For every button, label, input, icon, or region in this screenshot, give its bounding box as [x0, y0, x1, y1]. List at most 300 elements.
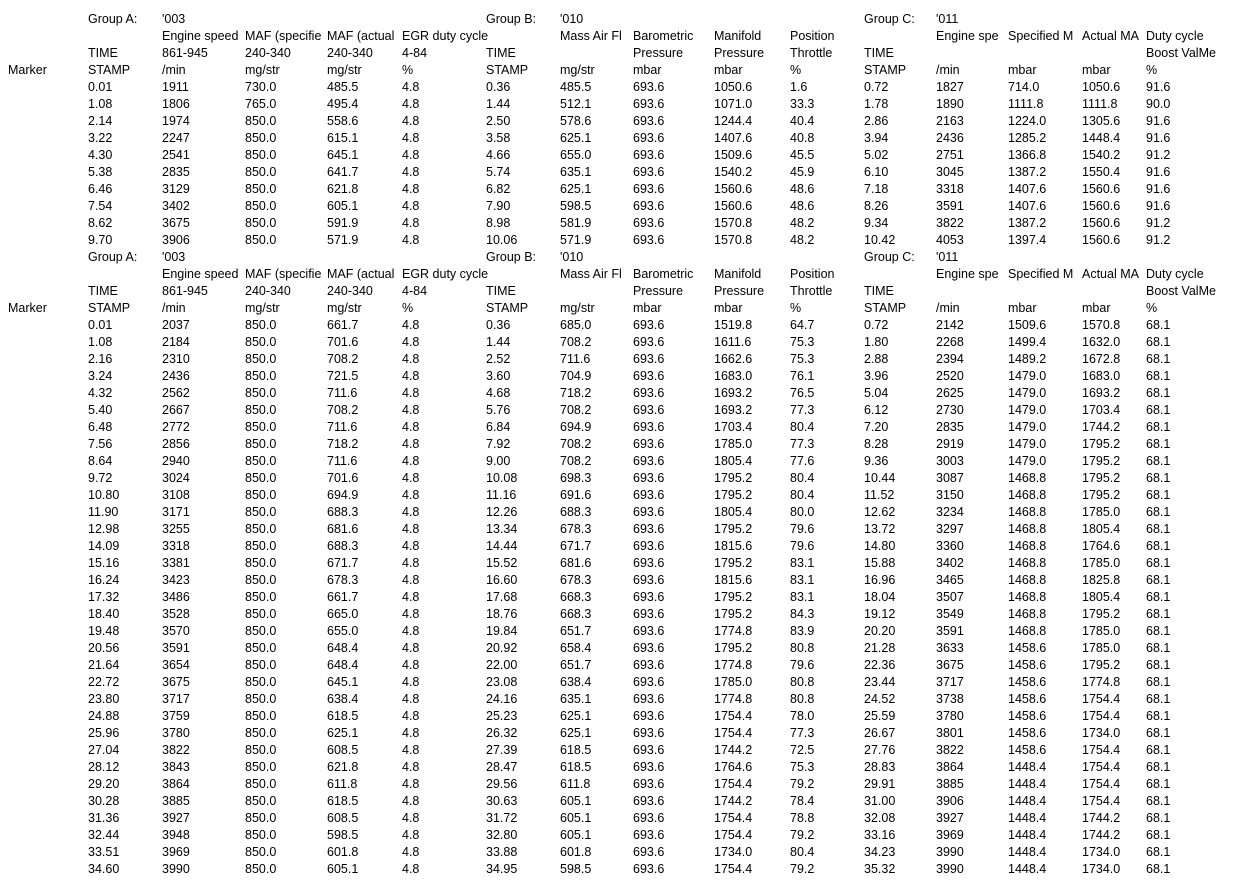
cell[interactable]: 598.5: [560, 862, 592, 876]
cell[interactable]: 693.6: [633, 131, 665, 145]
cell[interactable]: 714.0: [1008, 80, 1040, 94]
cell[interactable]: TIME: [864, 46, 894, 60]
cell[interactable]: 3.94: [864, 131, 889, 145]
cell[interactable]: 671.7: [560, 539, 592, 553]
cell[interactable]: 4.8: [402, 352, 420, 366]
cell[interactable]: %: [1146, 63, 1158, 77]
cell[interactable]: 1744.2: [1082, 811, 1121, 825]
cell[interactable]: 3969: [936, 828, 964, 842]
cell[interactable]: 1734.0: [1082, 862, 1121, 876]
cell[interactable]: 19.84: [486, 624, 518, 638]
cell[interactable]: 83.9: [790, 624, 815, 638]
cell[interactable]: 32.80: [486, 828, 518, 842]
cell[interactable]: 3927: [936, 811, 964, 825]
cell[interactable]: 708.2: [560, 454, 592, 468]
cell[interactable]: 1570.8: [714, 216, 753, 230]
cell[interactable]: 68.1: [1146, 369, 1171, 383]
cell[interactable]: 850.0: [245, 777, 277, 791]
cell[interactable]: 721.5: [327, 369, 359, 383]
cell[interactable]: 708.2: [560, 403, 592, 417]
cell[interactable]: 77.3: [790, 403, 815, 417]
cell[interactable]: 3549: [936, 607, 964, 621]
cell[interactable]: 850.0: [245, 658, 277, 672]
cell[interactable]: 1754.4: [714, 828, 753, 842]
cell[interactable]: 7.56: [88, 437, 113, 451]
cell[interactable]: 1448.4: [1008, 862, 1047, 876]
cell[interactable]: 1795.2: [714, 607, 753, 621]
cell[interactable]: 693.6: [633, 658, 665, 672]
cell[interactable]: 693.6: [633, 607, 665, 621]
cell[interactable]: 708.2: [327, 352, 359, 366]
cell[interactable]: 2541: [162, 148, 190, 162]
cell[interactable]: 1693.2: [714, 386, 753, 400]
cell[interactable]: Specified M: [1008, 267, 1074, 281]
cell[interactable]: 578.6: [560, 114, 592, 128]
cell[interactable]: 1468.8: [1008, 471, 1047, 485]
cell[interactable]: 693.6: [633, 777, 665, 791]
cell[interactable]: 1560.6: [714, 182, 753, 196]
cell[interactable]: 605.1: [327, 199, 359, 213]
cell[interactable]: 693.6: [633, 539, 665, 553]
cell[interactable]: MAF (actual: [327, 267, 395, 281]
cell[interactable]: 1448.4: [1008, 845, 1047, 859]
cell[interactable]: 4.8: [402, 845, 420, 859]
cell[interactable]: 3675: [936, 658, 964, 672]
cell[interactable]: Group C:: [864, 12, 915, 26]
cell[interactable]: 4.8: [402, 709, 420, 723]
cell[interactable]: 1387.2: [1008, 165, 1047, 179]
cell[interactable]: 651.7: [560, 624, 592, 638]
cell[interactable]: 693.6: [633, 692, 665, 706]
cell[interactable]: 1754.4: [714, 777, 753, 791]
cell[interactable]: 1795.2: [714, 522, 753, 536]
cell[interactable]: 91.6: [1146, 165, 1171, 179]
cell[interactable]: 45.5: [790, 148, 815, 162]
cell[interactable]: 655.0: [560, 148, 592, 162]
cell[interactable]: 3591: [162, 641, 190, 655]
cell[interactable]: 1468.8: [1008, 488, 1047, 502]
cell[interactable]: 1734.0: [1082, 845, 1121, 859]
cell[interactable]: 64.7: [790, 318, 815, 332]
cell[interactable]: %: [1146, 301, 1158, 315]
cell[interactable]: 68.1: [1146, 692, 1171, 706]
cell[interactable]: 1479.0: [1008, 420, 1047, 434]
cell[interactable]: 1071.0: [714, 97, 753, 111]
cell[interactable]: 10.44: [864, 471, 896, 485]
cell[interactable]: 1.44: [486, 97, 511, 111]
cell[interactable]: 1448.4: [1008, 811, 1047, 825]
cell[interactable]: 512.1: [560, 97, 592, 111]
cell[interactable]: 14.09: [88, 539, 120, 553]
cell[interactable]: 30.28: [88, 794, 120, 808]
cell[interactable]: 3780: [162, 726, 190, 740]
cell[interactable]: 26.67: [864, 726, 896, 740]
cell[interactable]: 16.60: [486, 573, 518, 587]
cell[interactable]: 2.14: [88, 114, 113, 128]
cell[interactable]: 1.08: [88, 335, 113, 349]
cell[interactable]: 694.9: [560, 420, 592, 434]
cell[interactable]: 1774.8: [714, 692, 753, 706]
cell[interactable]: 850.0: [245, 131, 277, 145]
cell[interactable]: Group A:: [88, 12, 138, 26]
cell[interactable]: 693.6: [633, 641, 665, 655]
cell[interactable]: 598.5: [327, 828, 359, 842]
cell[interactable]: %: [402, 301, 414, 315]
cell[interactable]: 1570.8: [714, 233, 753, 247]
cell[interactable]: 711.6: [327, 386, 358, 400]
cell[interactable]: 2037: [162, 318, 190, 332]
cell[interactable]: 31.72: [486, 811, 518, 825]
cell[interactable]: 850.0: [245, 216, 277, 230]
cell[interactable]: 3780: [936, 709, 964, 723]
cell[interactable]: 571.9: [560, 233, 592, 247]
cell[interactable]: 3885: [162, 794, 190, 808]
cell[interactable]: 1744.2: [1082, 828, 1121, 842]
cell[interactable]: 850.0: [245, 386, 277, 400]
cell[interactable]: 91.6: [1146, 114, 1171, 128]
cell[interactable]: 0.36: [486, 318, 511, 332]
cell[interactable]: 1.6: [790, 80, 808, 94]
cell[interactable]: 18.40: [88, 607, 120, 621]
cell[interactable]: 3297: [936, 522, 964, 536]
cell[interactable]: 1785.0: [1082, 556, 1121, 570]
cell[interactable]: 1795.2: [1082, 607, 1121, 621]
cell[interactable]: 1570.8: [1082, 318, 1121, 332]
cell[interactable]: 1806: [162, 97, 190, 111]
cell[interactable]: 711.6: [327, 420, 358, 434]
cell[interactable]: 2163: [936, 114, 964, 128]
cell[interactable]: 861-945: [162, 284, 208, 298]
cell[interactable]: 4.8: [402, 624, 420, 638]
cell[interactable]: 485.5: [560, 80, 592, 94]
cell[interactable]: Group A:: [88, 250, 138, 264]
cell[interactable]: 68.1: [1146, 675, 1171, 689]
cell[interactable]: 693.6: [633, 165, 665, 179]
cell[interactable]: 1683.0: [1082, 369, 1121, 383]
cell[interactable]: 1407.6: [1008, 182, 1047, 196]
cell[interactable]: 693.6: [633, 573, 665, 587]
cell[interactable]: 2.52: [486, 352, 511, 366]
cell[interactable]: 5.02: [864, 148, 889, 162]
cell[interactable]: 850.0: [245, 675, 277, 689]
cell[interactable]: 1468.8: [1008, 556, 1047, 570]
cell[interactable]: 5.04: [864, 386, 889, 400]
cell[interactable]: 78.4: [790, 794, 815, 808]
cell[interactable]: 9.00: [486, 454, 511, 468]
cell[interactable]: Boost ValMe: [1146, 284, 1216, 298]
cell[interactable]: TIME: [486, 284, 516, 298]
cell[interactable]: 68.1: [1146, 403, 1171, 417]
cell[interactable]: 25.59: [864, 709, 896, 723]
cell[interactable]: 7.18: [864, 182, 889, 196]
cell[interactable]: 1805.4: [714, 454, 753, 468]
cell[interactable]: 6.12: [864, 403, 889, 417]
cell[interactable]: 4.32: [88, 386, 113, 400]
cell[interactable]: 1.78: [864, 97, 889, 111]
cell[interactable]: 4.8: [402, 233, 420, 247]
cell[interactable]: 7.54: [88, 199, 113, 213]
cell[interactable]: 0.72: [864, 80, 889, 94]
cell[interactable]: 1795.2: [714, 556, 753, 570]
cell[interactable]: 3108: [162, 488, 190, 502]
cell[interactable]: 3864: [936, 760, 964, 774]
cell[interactable]: 27.04: [88, 743, 120, 757]
cell[interactable]: 3.58: [486, 131, 511, 145]
cell[interactable]: /min: [936, 301, 960, 315]
cell[interactable]: 1785.0: [714, 675, 753, 689]
cell[interactable]: '011: [936, 250, 959, 264]
cell[interactable]: 850.0: [245, 505, 277, 519]
cell[interactable]: 611.8: [560, 777, 591, 791]
cell[interactable]: 3234: [936, 505, 964, 519]
cell[interactable]: 1754.4: [1082, 794, 1121, 808]
cell[interactable]: 691.6: [560, 488, 592, 502]
cell[interactable]: 693.6: [633, 743, 665, 757]
cell[interactable]: STAMP: [88, 63, 131, 77]
cell[interactable]: 2835: [162, 165, 190, 179]
cell[interactable]: 11.52: [864, 488, 895, 502]
cell[interactable]: 28.47: [486, 760, 518, 774]
cell[interactable]: 11.16: [486, 488, 517, 502]
cell[interactable]: 3906: [162, 233, 190, 247]
cell[interactable]: 40.4: [790, 114, 815, 128]
cell[interactable]: 22.72: [88, 675, 120, 689]
cell[interactable]: 68.1: [1146, 760, 1171, 774]
cell[interactable]: 693.6: [633, 726, 665, 740]
cell[interactable]: mbar: [714, 301, 743, 315]
cell[interactable]: /min: [162, 301, 186, 315]
cell[interactable]: 68.1: [1146, 794, 1171, 808]
cell[interactable]: 23.80: [88, 692, 120, 706]
cell[interactable]: 3570: [162, 624, 190, 638]
cell[interactable]: mg/str: [327, 301, 362, 315]
cell[interactable]: 2667: [162, 403, 190, 417]
cell[interactable]: Manifold: [714, 29, 762, 43]
cell[interactable]: 4.8: [402, 607, 420, 621]
cell[interactable]: 1305.6: [1082, 114, 1121, 128]
cell[interactable]: 1468.8: [1008, 607, 1047, 621]
cell[interactable]: 4.30: [88, 148, 113, 162]
cell[interactable]: %: [402, 63, 414, 77]
cell[interactable]: 850.0: [245, 862, 277, 876]
cell[interactable]: 1734.0: [1082, 726, 1121, 740]
cell[interactable]: 625.1: [560, 726, 592, 740]
cell[interactable]: 558.6: [327, 114, 359, 128]
cell[interactable]: 618.5: [327, 794, 359, 808]
cell[interactable]: 91.6: [1146, 80, 1171, 94]
cell[interactable]: 711.6: [560, 352, 591, 366]
cell[interactable]: 625.1: [560, 131, 592, 145]
cell[interactable]: 698.3: [560, 471, 592, 485]
cell[interactable]: 15.16: [88, 556, 120, 570]
cell[interactable]: 2310: [162, 352, 190, 366]
cell[interactable]: 3633: [936, 641, 964, 655]
cell[interactable]: 3990: [162, 862, 190, 876]
cell[interactable]: 10.80: [88, 488, 120, 502]
cell[interactable]: 1244.4: [714, 114, 753, 128]
cell[interactable]: 850.0: [245, 573, 277, 587]
cell[interactable]: 1693.2: [714, 403, 753, 417]
cell[interactable]: 1754.4: [714, 726, 753, 740]
cell[interactable]: 2835: [936, 420, 964, 434]
cell[interactable]: 3969: [162, 845, 190, 859]
cell[interactable]: 9.34: [864, 216, 889, 230]
cell[interactable]: 29.56: [486, 777, 518, 791]
cell[interactable]: 2751: [936, 148, 964, 162]
cell[interactable]: 80.4: [790, 420, 815, 434]
cell[interactable]: 850.0: [245, 471, 277, 485]
cell[interactable]: 1683.0: [714, 369, 753, 383]
cell[interactable]: 5.38: [88, 165, 113, 179]
cell[interactable]: 693.6: [633, 233, 665, 247]
cell[interactable]: 10.06: [486, 233, 518, 247]
cell[interactable]: STAMP: [864, 63, 907, 77]
cell[interactable]: 14.44: [486, 539, 518, 553]
cell[interactable]: 1774.8: [1082, 675, 1121, 689]
cell[interactable]: 850.0: [245, 624, 277, 638]
cell[interactable]: 661.7: [327, 590, 359, 604]
cell[interactable]: 6.48: [88, 420, 113, 434]
cell[interactable]: 91.6: [1146, 199, 1171, 213]
cell[interactable]: 68.1: [1146, 471, 1171, 485]
cell[interactable]: 850.0: [245, 522, 277, 536]
cell[interactable]: 1224.0: [1008, 114, 1047, 128]
cell[interactable]: Throttle: [790, 46, 833, 60]
cell[interactable]: 21.28: [864, 641, 896, 655]
cell[interactable]: mbar: [1008, 301, 1037, 315]
cell[interactable]: 668.3: [560, 607, 592, 621]
cell[interactable]: 1890: [936, 97, 964, 111]
cell[interactable]: 7.20: [864, 420, 889, 434]
cell[interactable]: 693.6: [633, 590, 665, 604]
cell[interactable]: 850.0: [245, 692, 277, 706]
cell[interactable]: 1805.4: [714, 505, 753, 519]
cell[interactable]: 4.8: [402, 675, 420, 689]
cell[interactable]: 1479.0: [1008, 386, 1047, 400]
cell[interactable]: 33.16: [864, 828, 896, 842]
cell[interactable]: 1754.4: [714, 862, 753, 876]
cell[interactable]: 693.6: [633, 845, 665, 859]
cell[interactable]: %: [790, 301, 802, 315]
cell[interactable]: 3486: [162, 590, 190, 604]
cell[interactable]: 850.0: [245, 148, 277, 162]
cell[interactable]: 33.51: [88, 845, 120, 859]
cell[interactable]: 2.16: [88, 352, 113, 366]
cell[interactable]: 2247: [162, 131, 190, 145]
cell[interactable]: 3.60: [486, 369, 511, 383]
cell[interactable]: 14.80: [864, 539, 896, 553]
cell[interactable]: 24.52: [864, 692, 896, 706]
cell[interactable]: 605.1: [327, 862, 359, 876]
cell[interactable]: 1468.8: [1008, 505, 1047, 519]
cell[interactable]: 618.5: [327, 709, 359, 723]
cell[interactable]: 9.72: [88, 471, 113, 485]
cell[interactable]: 1795.2: [1082, 437, 1121, 451]
cell[interactable]: 77.3: [790, 726, 815, 740]
cell[interactable]: Group C:: [864, 250, 915, 264]
cell[interactable]: Mass Air Fl: [560, 29, 622, 43]
cell[interactable]: STAMP: [486, 63, 529, 77]
cell[interactable]: 708.2: [560, 437, 592, 451]
cell[interactable]: 28.12: [88, 760, 120, 774]
cell[interactable]: 16.24: [88, 573, 120, 587]
cell[interactable]: 693.6: [633, 386, 665, 400]
cell[interactable]: 24.16: [486, 692, 518, 706]
cell[interactable]: 8.98: [486, 216, 511, 230]
cell[interactable]: 4053: [936, 233, 964, 247]
cell[interactable]: 1519.8: [714, 318, 753, 332]
cell[interactable]: 850.0: [245, 726, 277, 740]
cell[interactable]: 1754.4: [714, 811, 753, 825]
cell[interactable]: 35.32: [864, 862, 896, 876]
cell[interactable]: 1.08: [88, 97, 113, 111]
cell[interactable]: 10.42: [864, 233, 896, 247]
cell[interactable]: 4.8: [402, 420, 420, 434]
cell[interactable]: 1795.2: [714, 488, 753, 502]
cell[interactable]: Group B:: [486, 12, 537, 26]
cell[interactable]: 3654: [162, 658, 190, 672]
cell[interactable]: 48.6: [790, 199, 815, 213]
cell[interactable]: 3990: [936, 845, 964, 859]
cell[interactable]: 625.1: [560, 709, 592, 723]
cell[interactable]: 79.6: [790, 658, 815, 672]
cell[interactable]: Duty cycle: [1146, 29, 1204, 43]
cell[interactable]: 608.5: [327, 743, 359, 757]
cell[interactable]: 3738: [936, 692, 964, 706]
cell[interactable]: 1754.4: [714, 709, 753, 723]
cell[interactable]: 645.1: [327, 675, 359, 689]
cell[interactable]: 20.20: [864, 624, 896, 638]
cell[interactable]: 4.8: [402, 692, 420, 706]
cell[interactable]: 1509.6: [1008, 318, 1047, 332]
cell[interactable]: 850.0: [245, 556, 277, 570]
cell[interactable]: 668.3: [560, 590, 592, 604]
cell[interactable]: 80.0: [790, 505, 815, 519]
cell[interactable]: 850.0: [245, 352, 277, 366]
cell[interactable]: 26.32: [486, 726, 518, 740]
cell[interactable]: 4.8: [402, 165, 420, 179]
cell[interactable]: 850.0: [245, 743, 277, 757]
cell[interactable]: TIME: [88, 46, 118, 60]
cell[interactable]: 2142: [936, 318, 964, 332]
cell[interactable]: 79.6: [790, 522, 815, 536]
cell[interactable]: 0.36: [486, 80, 511, 94]
cell[interactable]: mbar: [633, 63, 662, 77]
cell[interactable]: Position: [790, 29, 835, 43]
cell[interactable]: 693.6: [633, 556, 665, 570]
cell[interactable]: 1774.8: [714, 624, 753, 638]
cell[interactable]: mbar: [1008, 63, 1037, 77]
cell[interactable]: 1489.2: [1008, 352, 1047, 366]
cell[interactable]: 3318: [162, 539, 190, 553]
cell[interactable]: 29.20: [88, 777, 120, 791]
cell[interactable]: 4.8: [402, 148, 420, 162]
cell[interactable]: '003: [162, 250, 186, 264]
cell[interactable]: 2772: [162, 420, 190, 434]
cell[interactable]: 75.3: [790, 760, 815, 774]
cell[interactable]: 850.0: [245, 165, 277, 179]
cell[interactable]: 68.1: [1146, 624, 1171, 638]
cell[interactable]: 4.8: [402, 573, 420, 587]
cell[interactable]: 850.0: [245, 539, 277, 553]
cell[interactable]: 4.8: [402, 658, 420, 672]
cell[interactable]: 704.9: [560, 369, 592, 383]
cell[interactable]: mg/str: [245, 301, 280, 315]
cell[interactable]: 581.9: [560, 216, 592, 230]
cell[interactable]: 7.92: [486, 437, 511, 451]
cell[interactable]: 693.6: [633, 403, 665, 417]
cell[interactable]: 240-340: [327, 46, 373, 60]
